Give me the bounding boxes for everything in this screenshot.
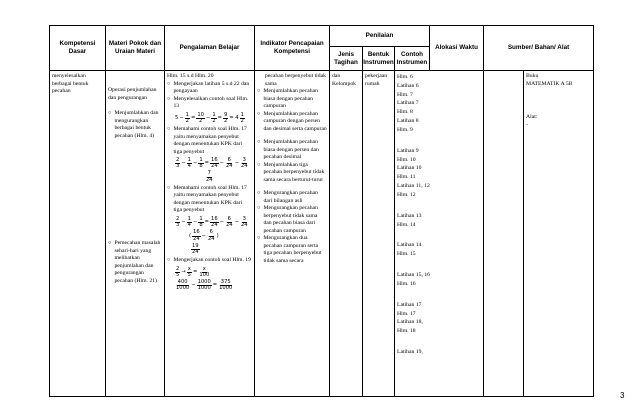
equation-2: 2 3 − $\frac{1}{4}$ − $\frac{1}{8}$ = $\frac{16}{24}$ − $\frac{6}{24}$ − $\frac{3}{24}$ <box>176 157 248 170</box>
indikator-item: ○ Menjumlahkan pecahan campuran dengan persen dan desimal serta campuran <box>257 110 327 132</box>
materi-item: ○ Pemecahan masalah sehari-hari yang melibatkan penjumlahan dan pengurangan pecahan (Hlm. 21) <box>108 240 161 284</box>
contoh-line: Latihan 8 <box>397 118 419 125</box>
contoh-line: Latihan 7 <box>397 100 419 107</box>
header-contoh: Contoh Instrumen <box>395 47 430 71</box>
contoh-line: Hlm. 17 <box>397 310 416 317</box>
contoh-line: Hlm. 14 <box>397 221 416 228</box>
contoh-line: Hlm. 16 <box>397 280 416 287</box>
sumber-line: Buku <box>526 73 539 79</box>
bentuk-text: pekerjaan rumah <box>365 73 388 87</box>
contoh-line: Latihan 13 <box>397 212 422 219</box>
contoh-cell <box>395 71 484 397</box>
indikator-cell <box>255 71 330 397</box>
bentuk-cell <box>363 71 395 397</box>
indikator-item: ○ Mengurangkan pecahan berpenyebut tidak sama dan pecahan biasa dari pecahan campuran <box>257 205 318 234</box>
contoh-line: Latihan 14 <box>397 242 422 249</box>
header-jenis: Jenis Tagihan <box>330 47 363 71</box>
indikator-item: ○ Mengurangkan dua pecahan campuran serta tiga pecahan berpenyebut tidak sama secara <box>257 235 322 264</box>
contoh-line: Hlm. 18 <box>397 328 416 335</box>
contoh-line: Latihan 9 <box>397 147 419 154</box>
equation-4b: 400 1000 − $\frac{1000}{1000}$ = $\frac{375}{1000}$ <box>176 279 233 292</box>
indikator-item: ○ Menjumlahkan pecahan biasa dengan persen dan pecahan desimal <box>257 139 319 161</box>
contoh-line: Latihan 11, 12 <box>397 183 430 190</box>
indikator-item: ○ Menjumlahkan pecahan biasa dengan pecahan campuran <box>257 88 318 110</box>
header-bentuk: Bentuk Instrumen <box>363 47 395 71</box>
equation-3-result: 19 24 <box>192 242 199 255</box>
indikator-item: pecahan berpenyebut tidak sama <box>265 73 326 87</box>
contoh-line: Hlm. 9 <box>397 126 413 133</box>
pengalaman-cell <box>165 71 255 397</box>
pengalaman-item: ○ Menyelesaikan contoh soal Hlm. 13 <box>167 95 249 110</box>
header-sumber: Sumber/ Bahan/ Alat <box>484 26 594 71</box>
contoh-line: Latihan 17 <box>397 301 422 308</box>
contoh-line: Latihan 6 <box>397 82 419 89</box>
sumber-line: Alat: <box>526 114 538 121</box>
contoh-line: Latihan 10 <box>397 165 422 172</box>
equation-4: 2 5 → $\frac{x}{5}$ = $\frac{x}{100}$ <box>176 265 210 278</box>
syllabus-table <box>49 25 594 397</box>
header-alokasi: Alokasi Waktu <box>430 26 484 71</box>
contoh-line: Hlm. 11 <box>397 174 416 181</box>
page-number: 3 <box>620 391 625 400</box>
header-indikator: Indikator Pencapaian Kompetensi <box>255 26 330 71</box>
kompetensi-cell <box>50 71 106 397</box>
kompetensi-text: menyelesaikan berbagai bentuk pecahan <box>52 73 89 95</box>
contoh-line: Hlm. 12 <box>397 191 416 198</box>
sumber-line: - <box>526 121 528 128</box>
jenis-cell <box>330 71 363 397</box>
materi-intro: Operasi penjumlahan dan pengurangan <box>108 87 157 101</box>
pengalaman-item: ○ Mengerjakan contoh soal Hlm. 19 <box>167 257 251 264</box>
equation-1: 5 − $\frac{1}{2}$ = $\frac{10}{2}$ − $\frac{1}{2}$ = $\frac{9}{2}$ = 4 1 2 <box>175 111 244 124</box>
contoh-line: Latihan 15, 16 <box>397 272 431 279</box>
sumber-line: MATEMATIK A 5B <box>526 80 573 87</box>
materi-item: ○ Menjumlahkan dan mengurangkan berbagai bentuk pecahan (Hlm. 4) <box>108 110 159 139</box>
pengalaman-item: ○ Mengerjakan latihan 5 s.d 22 dan pengayaan <box>167 80 250 95</box>
equation-3-step: ( 16 24 − $\frac{6}{24}$ ) <box>189 229 219 242</box>
contoh-line: Hlm. 15 <box>397 251 416 258</box>
contoh-line: Latihan 19, <box>397 349 423 356</box>
contoh-line: Hlm. 6 <box>397 74 413 80</box>
indikator-item: ○ Mengurangkan pecahan dari bilangan asli <box>257 190 318 204</box>
pengalaman-line: Hlm. 15 s.d Hlm. 20 <box>167 73 214 79</box>
header-penilaian: Penilaian <box>330 26 430 47</box>
contoh-line: Latihan 18, <box>397 319 423 326</box>
header-kompetensi: Kompetensi Dasar <box>50 26 106 71</box>
pengalaman-item: ○ Memahami contoh soal Hlm. 17 yaitu menyamakan penyebut dengan menentukan KPK dari tiga penyebut <box>167 184 247 214</box>
header-pengalaman: Pengalaman Belajar <box>165 26 255 71</box>
contoh-line: Hlm. 7 <box>397 91 413 98</box>
header-materi: Materi Pokok dan Uraian Materi <box>106 26 165 71</box>
sumber-cell <box>524 71 594 397</box>
equation-3: 2 3 − $\frac{1}{4}$ − $\frac{1}{8}$ = $\frac{16}{24}$ − $\frac{6}{24}$ − $\frac{3}{24}$ <box>176 215 248 229</box>
indikator-item: ○ Menjumlahkan tiga pecahan berpenyebut tidak sama secara berturut-turut <box>257 161 325 183</box>
pengalaman-item: ○ Memahami contoh soal Hlm. 17 yaitu menyamakan penyebut dengan menentukan KPK dari tiga penyebut <box>167 125 247 155</box>
contoh-line: Hlm. 8 <box>397 109 413 116</box>
jenis-text: dan Kelompok <box>332 73 357 87</box>
alokasi-cell <box>484 71 524 397</box>
contoh-line: Hlm. 10 <box>397 156 416 163</box>
equation-2-result: 7 24 <box>206 170 213 183</box>
materi-cell <box>106 71 165 397</box>
